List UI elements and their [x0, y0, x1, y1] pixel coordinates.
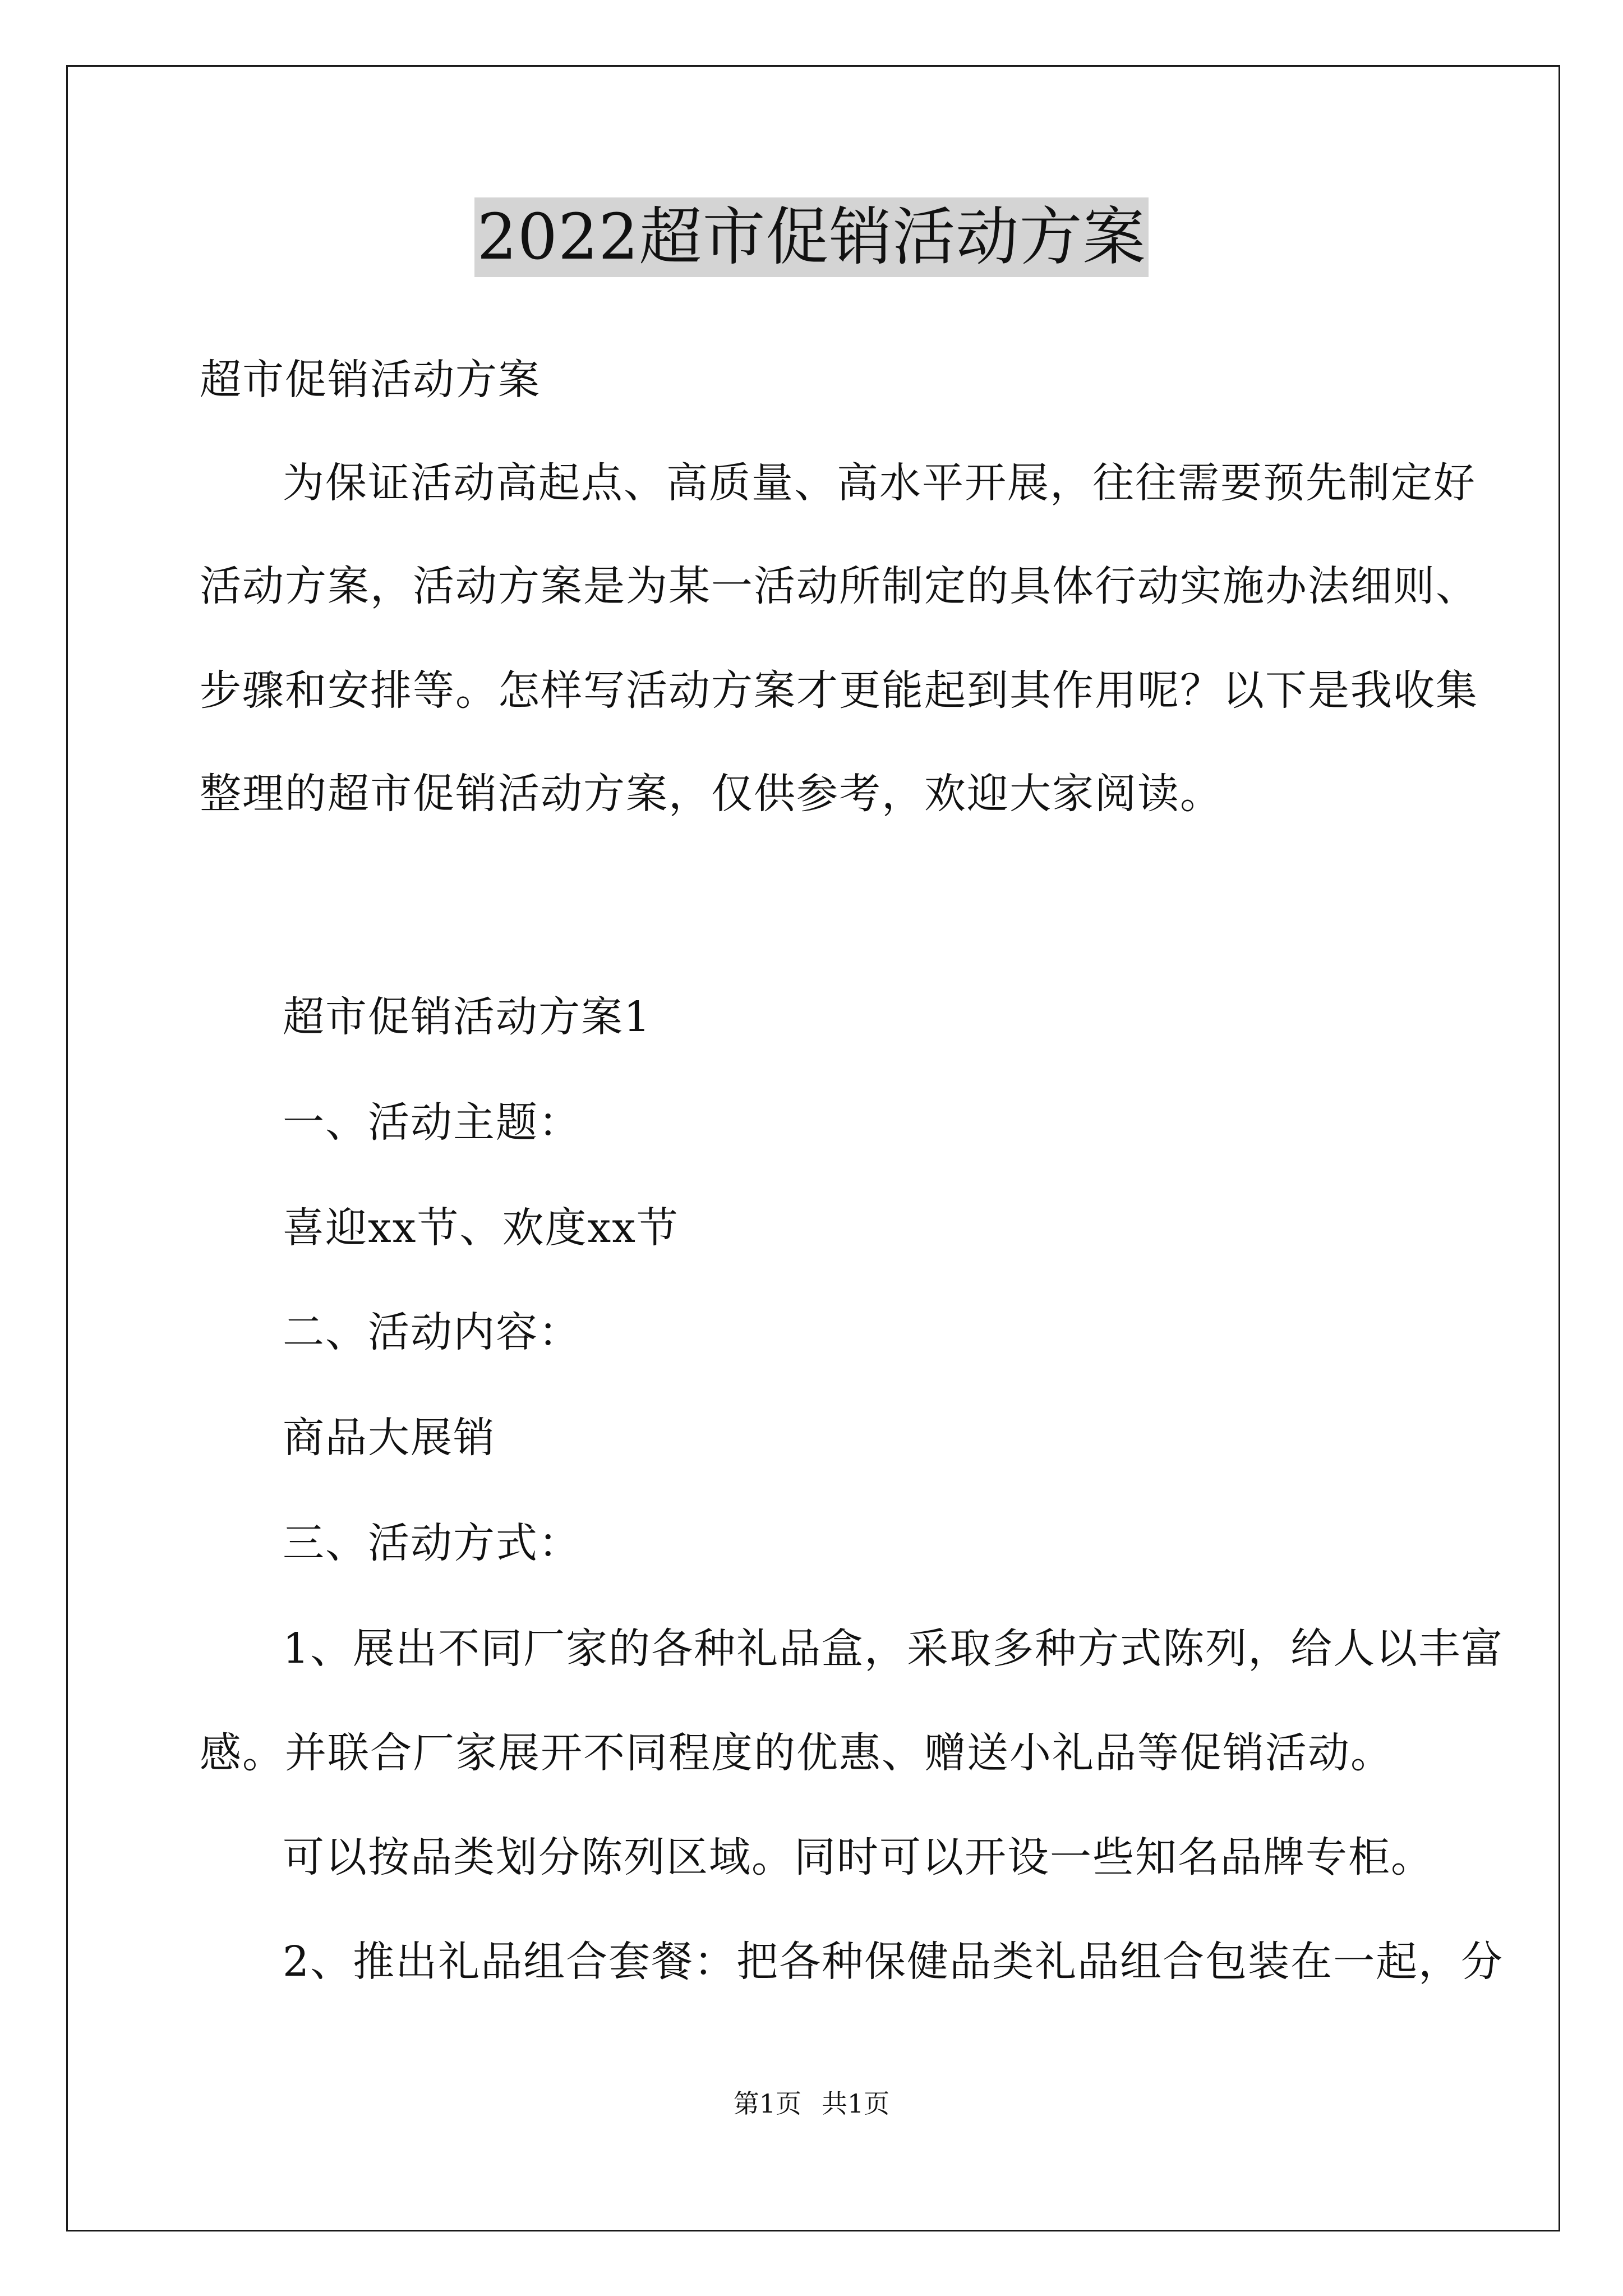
paragraph-line: 喜迎xx节、欢度xx节 [283, 1204, 679, 1252]
list-heading: 一、活动主题： [283, 1098, 581, 1147]
paragraph-line: 活动方案，活动方案是为某一活动所制定的具体行动实施办法细则、 [200, 562, 1478, 610]
paragraph-line: 2、推出礼品组合套餐：把各种保健品类礼品组合包装在一起，分 [283, 1938, 1504, 1986]
section-heading: 超市促销活动方案 [200, 356, 541, 404]
page-number: 第1页 [733, 2088, 801, 2119]
paragraph-line: 为保证活动高起点、高质量、高水平开展，往往需要预先制定好 [283, 459, 1476, 507]
paragraph-line: 1、展出不同厂家的各种礼品盒，采取多种方式陈列，给人以丰富 [283, 1625, 1504, 1673]
page-footer [0, 2088, 1623, 2119]
list-heading: 二、活动内容： [283, 1308, 581, 1356]
paragraph-line: 商品大展销 [283, 1414, 496, 1462]
paragraph-line: 感。并联合厂家展开不同程度的优惠、赠送小礼品等促销活动。 [200, 1729, 1393, 1777]
page-total: 共1页 [822, 2088, 890, 2119]
title-container [0, 197, 1623, 277]
paragraph-line: 可以按品类划分陈列区域。同时可以开设一些知名品牌专柜。 [283, 1833, 1433, 1881]
document-title: 2022超市促销活动方案 [474, 197, 1148, 277]
subsection-heading: 超市促销活动方案1 [283, 993, 652, 1041]
list-heading: 三、活动方式： [283, 1519, 581, 1567]
paragraph-line: 步骤和安排等。怎样写活动方案才更能起到其作用呢？以下是我收集 [200, 666, 1478, 715]
paragraph-line: 整理的超市促销活动方案，仅供参考，欢迎大家阅读。 [200, 770, 1223, 818]
